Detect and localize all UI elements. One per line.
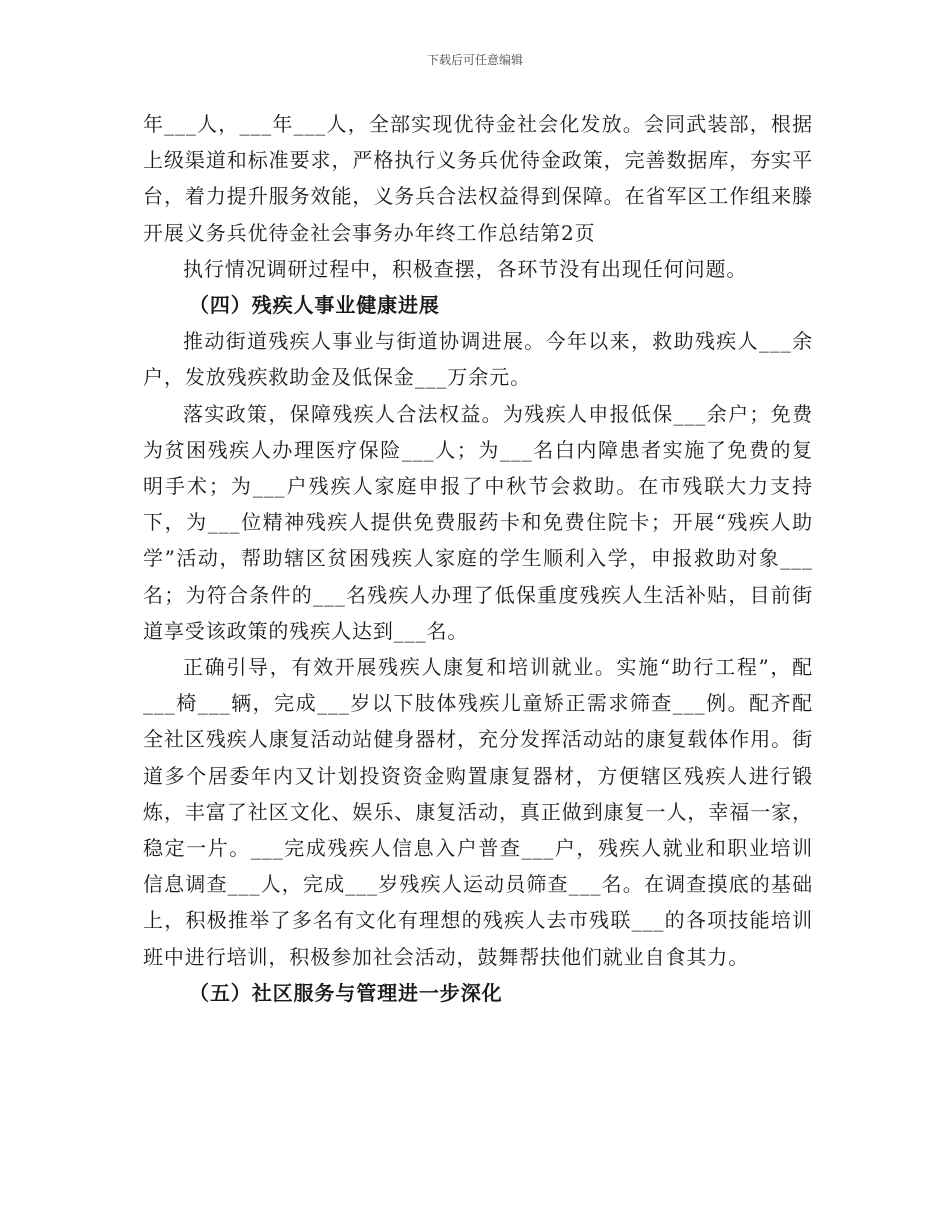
paragraph-2: 执行情况调研过程中，积极查摆，各环节没有出现任何问题。 (183, 256, 748, 281)
paragraph-1: 年___人，___年___人，全部实现优待金社会化发放。会同武装部，根据上级渠道和标准要求，严格执行义务兵优待金政策，完善数据库，夯实平台，着力提升服务效能，义务兵合法权益得到保障。在省军区工作组来滕开展义务兵优待金社会事务办年终工作总结第2页 (143, 112, 813, 245)
paragraph-5: 正确引导，有效开展残疾人康复和培训就业。实施“助行工程”，配___椅___辆，完成___岁以下肢体残疾儿童矫正需求筛查___例。配齐配全社区残疾人康复活动站健身器材，充分发挥活动站的康复载体作用。街道多个居委年内又计划投资资金购置康复器材，方便辖区残疾人进行锻炼，丰富了社区文化、娱乐、康复活动，真正做到康复一人，幸福一家，稳定一片。___完成残疾人信息入户普查___户，残疾人就业和职业培训信息调查___人，完成___岁残疾人运动员筛查___名。在调查摸底的基础上，积极推举了多名有文化有理想的残疾人去市残联___的各项技能培训班中进行培训，积极参加社会活动，鼓舞帮扶他们就业自食其力。 (143, 655, 813, 969)
document-body (143, 106, 813, 1011)
page-header-note: 下载后可任意编辑 (426, 53, 523, 67)
paragraph-4: 落实政策，保障残疾人合法权益。为残疾人申报低保___余户；免费为贫困残疾人办理医疗保险___人；为___名白内障患者实施了免费的复明手术；为___户残疾人家庭申报了中秋节会救助。在市残联大力支持下，为___位精神残疾人提供免费服药卡和免费住院卡；开展“残疾人助学”活动，帮助辖区贫困残疾人家庭的学生顺利入学，申报救助对象___名；为符合条件的___名残疾人办理了低保重度残疾人生活补贴，目前街道享受该政策的残疾人达到___名。 (143, 401, 813, 643)
paragraph-3: 推动街道残疾人事业与街道协调进展。今年以来，救助残疾人___余户，发放残疾救助金及低保金___万余元。 (143, 329, 813, 390)
section-heading-4: （四）残疾人事业健康进展 (189, 293, 440, 318)
section-heading-5: （五）社区服务与管理进一步深化 (189, 980, 503, 1005)
